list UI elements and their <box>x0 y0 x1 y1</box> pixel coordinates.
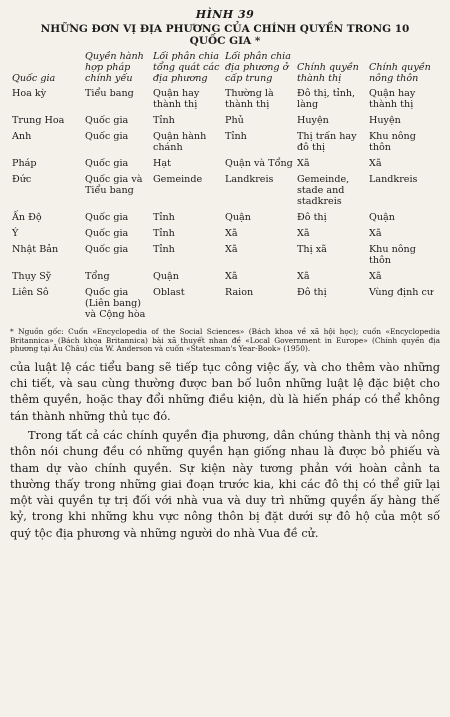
table-cell: Quận <box>153 271 179 282</box>
table-cell: Thường là thành thị <box>225 88 274 110</box>
table-cell: Quốc gia và Tiểu bang <box>85 174 143 196</box>
figure-number: HÌNH 39 <box>195 8 255 21</box>
country-cell: Đức <box>12 174 32 185</box>
table-cell: Xã <box>369 228 382 239</box>
table-row <box>10 114 440 130</box>
table-cell: Thị xã <box>297 244 327 255</box>
table-cell: Landkreis <box>225 174 274 185</box>
header-rural-government: Chính quyền nông thôn <box>369 62 431 84</box>
table-cell: Landkreis <box>369 174 418 185</box>
table-header-row <box>10 51 440 87</box>
table-cell: Xã <box>369 158 382 169</box>
table-cell: Xã <box>369 271 382 282</box>
table-row <box>10 130 440 157</box>
table-row <box>10 243 440 270</box>
table-cell: Tỉnh <box>225 131 247 142</box>
table-cell: Khu nông thôn <box>369 244 416 266</box>
table-cell: Quận hành chánh <box>153 131 207 153</box>
table-row <box>10 87 440 114</box>
table-cell: Xã <box>225 228 238 239</box>
table-cell: Quận và Tổng <box>225 158 293 169</box>
table-cell: Thị trấn hay đô thị <box>297 131 357 153</box>
body-text <box>10 360 440 542</box>
table-cell: Tỉnh <box>153 244 175 255</box>
table-cell: Oblast <box>153 287 185 298</box>
table-cell: Quốc gia <box>85 115 129 126</box>
table-cell: Vùng định cư <box>369 287 434 298</box>
table-row <box>10 211 440 227</box>
table-row <box>10 227 440 243</box>
table-cell: Gemeinde <box>153 174 203 185</box>
header-legal-authority: Quyền hành hợp pháp chính yếu <box>85 51 144 84</box>
table-cell: Quận <box>369 212 395 223</box>
figure-title: NHỮNG ĐƠN VỊ ĐỊA PHƯƠNG CỦA CHÍNH QUYỀN TRONG 10 QUỐC GIA * <box>40 23 410 47</box>
table-cell: Gemeinde, stade and stadkreis <box>297 174 350 207</box>
table-row <box>10 270 440 286</box>
table-cell: Tỉnh <box>153 115 175 126</box>
table-cell: Xã <box>297 228 310 239</box>
table-cell: Quốc gia <box>85 131 129 142</box>
table-row <box>10 286 440 324</box>
table-cell: Quốc gia <box>85 158 129 169</box>
table-cell: Quốc gia (Liên bang) và Cộng hòa <box>85 287 146 320</box>
country-cell: Hoa kỳ <box>12 88 47 99</box>
table-cell: Xã <box>297 158 310 169</box>
table-cell: Quận hay thành thị <box>153 88 200 110</box>
source-note: * Nguồn gốc: Cuốn «Encyclopedia of the Social Sciences» (Bách khoa về xã hội học); cuốn «Encyclopedia Britannica» (Bách khoa Britannica) bài xã thuyết nhan đề «Local Government in Europe» (Chính quyền địa phương tại Âu Châu) của W. Anderson và cuốn «Statesman's Year-Book» (1950). <box>10 327 440 354</box>
header-country: Quốc gia <box>12 73 56 84</box>
local-government-table <box>10 51 440 324</box>
header-intermediate-division: Lối phân chia địa phương ở cấp trung <box>225 51 291 84</box>
table-cell: Đô thị <box>297 287 327 298</box>
table-row <box>10 157 440 173</box>
table-cell: Quận <box>225 212 251 223</box>
table-cell: Huyện <box>369 115 401 126</box>
table-cell: Xã <box>297 271 310 282</box>
table-cell: Hạt <box>153 158 171 169</box>
table-cell: Huyện <box>297 115 329 126</box>
table-cell: Quốc gia <box>85 228 129 239</box>
table-cell: Phủ <box>225 115 244 126</box>
paragraph: của luật lệ các tiểu bang sẽ tiếp tục công việc ấy, và cho thêm vào những chi tiết, và sau cùng thường được ban bố luôn những luật lệ đặc biệt cho thêm quyền, hoặc thay đổi những điều kiện, dù là hiến pháp có thể không tán thành những thủ tục đó. <box>10 360 440 423</box>
table-cell: Tỉnh <box>153 228 175 239</box>
country-cell: Thụy Sỹ <box>12 271 52 282</box>
table-cell: Tổng <box>85 271 110 282</box>
country-cell: Anh <box>12 131 32 142</box>
table-cell: Raion <box>225 287 254 298</box>
header-general-division: Lối phân chia tổng quát các địa phương <box>153 51 220 84</box>
table-body <box>10 87 440 324</box>
header-urban-government: Chính quyền thành thị <box>297 62 359 84</box>
table-cell: Khu nông thôn <box>369 131 416 153</box>
country-cell: Liên Sô <box>12 287 49 298</box>
table-cell: Quốc gia <box>85 244 129 255</box>
table-cell: Quốc gia <box>85 212 129 223</box>
country-cell: Pháp <box>12 158 37 169</box>
table-cell: Quận hay thành thị <box>369 88 416 110</box>
table-cell: Xã <box>225 244 238 255</box>
table-cell: Tiểu bang <box>85 88 134 99</box>
country-cell: Ý <box>12 228 19 239</box>
table-row <box>10 173 440 211</box>
country-cell: Nhật Bản <box>12 244 59 255</box>
table-cell: Xã <box>225 271 238 282</box>
country-cell: Ấn Độ <box>12 212 42 223</box>
paragraph: Trong tất cả các chính quyền địa phương, dân chúng thành thị và nông thôn nói chung đều có những quyền hạn giống nhau là được bỏ phiếu và tham dự vào chính quyền. Sự kiện này tương phản với hoàn cảnh ta thường thấy trong những giai đoạn trước kia, khi các đô thị có thể giữ lại một vài quyền tự trị đối với nhà vua và duy trì những quyền ấy hàng thế kỷ, trong khi những khu vực nông thôn bị đặt dưới sự đô hộ của một số quý tộc địa phương và những người do nhà Vua đề cử. <box>10 428 440 540</box>
table-cell: Tỉnh <box>153 212 175 223</box>
table-cell: Đô thị <box>297 212 327 223</box>
table-cell: Đô thị, tỉnh, làng <box>297 88 356 110</box>
country-cell: Trung Hoa <box>12 115 65 126</box>
